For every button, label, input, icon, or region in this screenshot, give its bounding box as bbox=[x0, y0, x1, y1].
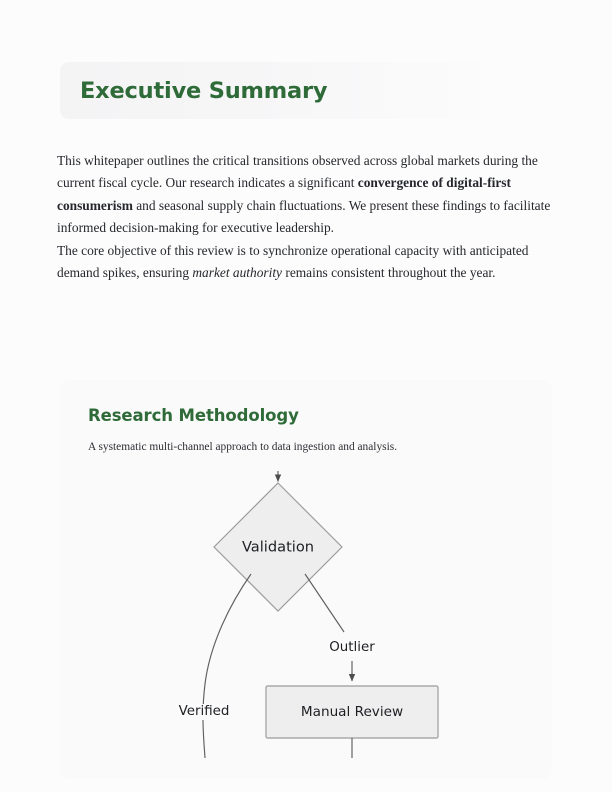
executive-summary-header-band bbox=[60, 62, 512, 119]
flow-node-validation-label: Validation bbox=[241, 538, 315, 556]
card-subtitle: A systematic multi-channel approach to data ingestion and analysis. bbox=[88, 441, 398, 453]
paragraph-2 bbox=[57, 240, 554, 285]
edge-verified-path bbox=[203, 574, 251, 758]
methodology-flowchart bbox=[60, 380, 552, 779]
paragraph-1-text-b: and seasonal supply chain fluctuations. We present these findings to facilitate informed decision-making for executive leadership. bbox=[57, 197, 551, 236]
card-title: Research Methodology bbox=[88, 406, 299, 425]
body-prose bbox=[57, 150, 554, 284]
research-methodology-card bbox=[60, 380, 552, 779]
paragraph-2-emphasis: market authority bbox=[192, 265, 283, 281]
paragraph-2-text-a: The core objective of this review is to synchronize operational capacity with anticipated demand spikes, ensuring bbox=[57, 242, 529, 281]
page-title: Executive Summary bbox=[80, 77, 328, 104]
edge-outlier-path bbox=[305, 574, 344, 632]
edge-label-outlier: Outlier bbox=[329, 640, 375, 655]
paragraph-1-emphasis: convergence of digital-first consumerism bbox=[57, 175, 511, 213]
flow-node-manual-review-label: Manual Review bbox=[300, 704, 404, 720]
edge-label-verified: Verified bbox=[178, 704, 230, 719]
paragraph-1 bbox=[57, 150, 554, 240]
paragraph-1-text-a: This whitepaper outlines the critical transitions observed across global markets during the current fiscal cycle. Our research indicates a significant bbox=[57, 153, 538, 191]
paragraph-2-text-b: remains consistent throughout the year. bbox=[282, 265, 496, 281]
